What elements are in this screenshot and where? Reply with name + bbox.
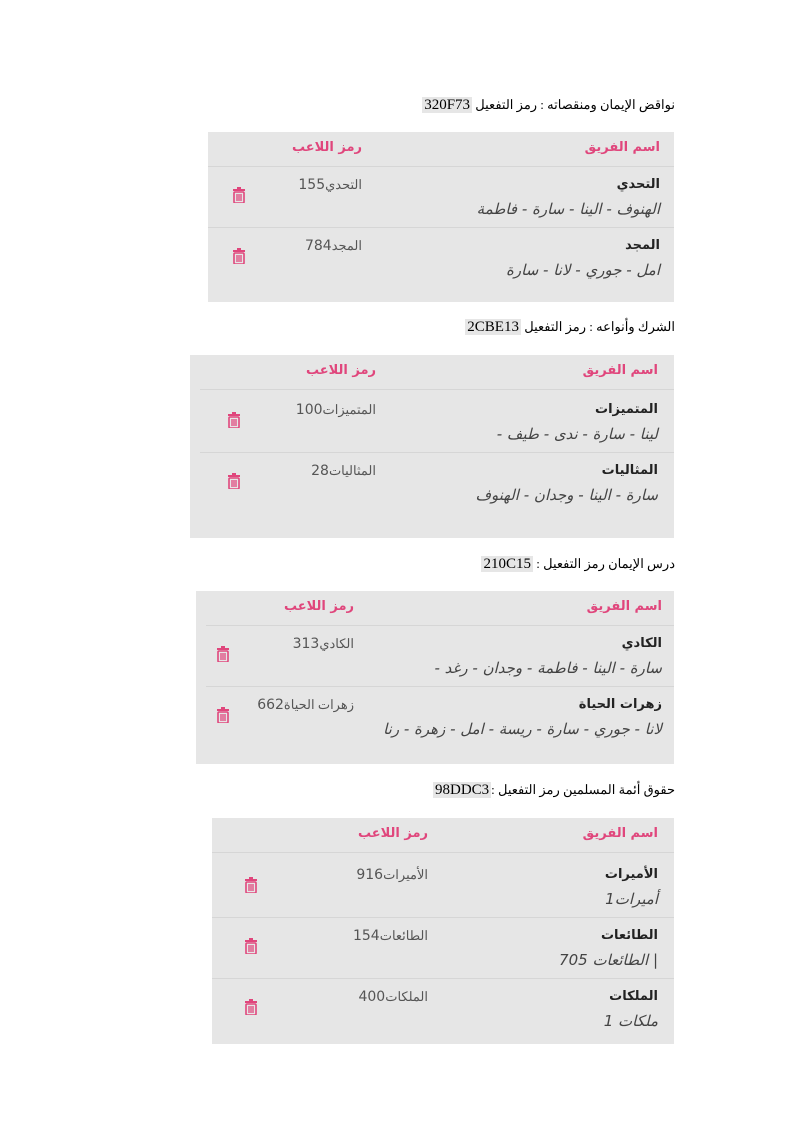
player-code-number: 28 (311, 463, 329, 479)
player-code-prefix: المتميزات (322, 402, 376, 417)
team-members: سارة - الينا - فاطمة - وجدان - رغد - (434, 659, 662, 677)
team-name: الأميرات (604, 867, 658, 882)
player-code-prefix: الملكات (385, 989, 428, 1004)
teams-table (190, 355, 674, 538)
player-code (293, 636, 354, 652)
section-heading-text: حقوق أئمة المسلمين رمز التفعيل : (491, 782, 675, 797)
player-code-number: 100 (295, 402, 323, 418)
player-code-prefix: الطائعات (379, 928, 428, 943)
activation-code: 98DDC3 (434, 782, 490, 798)
player-code (305, 238, 362, 254)
activation-code: 210C15 (483, 556, 531, 572)
trash-icon[interactable] (227, 412, 241, 428)
player-code-number: 662 (257, 697, 284, 713)
trash-icon[interactable] (227, 473, 241, 489)
team-name: المجد (625, 238, 660, 253)
team-name: الكادي (621, 636, 662, 651)
player-code-number: 784 (304, 238, 332, 254)
player-code (298, 177, 362, 193)
activation-code: 320F73 (424, 97, 471, 113)
teams-table (212, 818, 674, 1044)
team-name: المتميزات (595, 402, 658, 417)
player-code-prefix: الكادي (319, 636, 354, 651)
player-code-number: 400 (358, 989, 386, 1005)
player-code-prefix: التحدي (325, 177, 362, 192)
player-code-prefix: المثاليات (328, 463, 376, 478)
team-name: التحدي (616, 177, 660, 192)
table-row (212, 979, 674, 1039)
table-row (206, 687, 674, 747)
team-members: أميرات1 (605, 890, 658, 908)
table-row (206, 626, 674, 687)
player-code-number: 916 (356, 867, 384, 883)
player-code-number: 313 (292, 636, 320, 652)
player-code-header: رمز اللاعب (358, 826, 428, 841)
table-row (200, 392, 674, 453)
player-code-number: 155 (298, 177, 326, 193)
team-members: لينا - سارة - ندى - طيف - (496, 425, 658, 443)
section-heading-text: نواقض الإيمان ومنقصاته : رمز التفعيل (472, 97, 675, 112)
trash-icon[interactable] (232, 248, 246, 264)
trash-icon[interactable] (232, 187, 246, 203)
trash-icon[interactable] (244, 999, 258, 1015)
player-code (358, 989, 428, 1005)
team-name-header: اسم الفريق (586, 599, 662, 614)
player-code-header: رمز اللاعب (306, 363, 376, 378)
trash-icon[interactable] (216, 707, 230, 723)
player-code-prefix: زهرات الحياة (283, 697, 354, 712)
team-members: لانا - جوري - سارة - ريسة - امل - زهرة - رنا (383, 720, 662, 738)
trash-icon[interactable] (244, 938, 258, 954)
teams-table (196, 591, 674, 764)
player-code (257, 697, 354, 713)
table-row (200, 453, 674, 513)
team-name-header: اسم الفريق (582, 363, 658, 378)
team-members: الهنوف - الينا - سارة - فاطمة (476, 200, 660, 218)
player-code (356, 867, 428, 883)
table-header (212, 818, 674, 853)
table-row (212, 857, 674, 918)
section-heading-text: الشرك وأنواعه : رمز التفعيل (520, 319, 675, 334)
player-code-header: رمز اللاعب (284, 599, 354, 614)
team-name: الطائعات (600, 928, 658, 943)
team-name: الملكات (609, 989, 658, 1004)
player-code-prefix: الأميرات (383, 867, 428, 882)
team-name: المثاليات (601, 463, 658, 478)
team-name-header: اسم الفريق (584, 140, 660, 155)
team-members: امل - جوري - لانا - سارة (506, 261, 660, 279)
table-header (200, 355, 674, 390)
trash-icon[interactable] (244, 877, 258, 893)
team-members: | الطائعات 705 (559, 951, 658, 969)
table-row (212, 918, 674, 979)
table-header (208, 132, 674, 167)
activation-code: 2CBE13 (467, 319, 519, 335)
player-code-header: رمز اللاعب (292, 140, 362, 155)
section-heading (465, 319, 675, 336)
team-name-header: اسم الفريق (582, 826, 658, 841)
player-code (353, 928, 428, 944)
table-row (208, 228, 674, 288)
team-members: سارة - الينا - وجدان - الهنوف (475, 486, 658, 504)
team-members: ملكات 1 (603, 1012, 658, 1030)
section-heading (481, 556, 675, 573)
team-name: زهرات الحياة (578, 697, 662, 712)
player-code-number: 154 (352, 928, 380, 944)
table-header (206, 591, 674, 626)
trash-icon[interactable] (216, 646, 230, 662)
section-heading (422, 97, 675, 114)
player-code (296, 402, 376, 418)
player-code-prefix: المجد (331, 238, 362, 253)
table-row (208, 167, 674, 228)
section-heading-text: درس الإيمان رمز التفعيل : (533, 556, 675, 571)
teams-table (208, 132, 674, 302)
player-code (311, 463, 376, 479)
section-heading (433, 782, 675, 799)
